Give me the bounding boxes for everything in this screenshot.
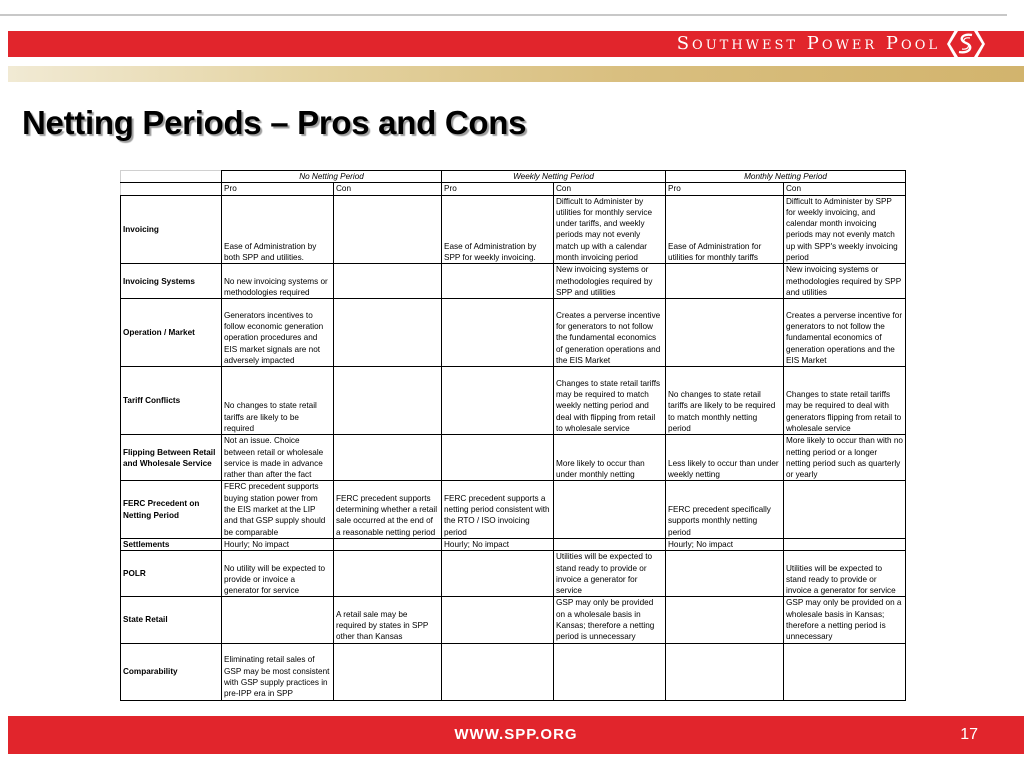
table-cell — [784, 643, 906, 700]
table-cell: No utility will be expected to provide or invoice a generator for service — [222, 551, 334, 597]
table-cell — [554, 481, 666, 538]
table-row — [121, 481, 906, 538]
table-cell: Creates a perverse incentive for generators to not follow the fundamental economics of generation operations and the EIS Market — [784, 299, 906, 367]
table-cell: No new invoicing systems or methodologies required — [222, 264, 334, 299]
pros-cons-table-container — [120, 170, 905, 701]
table-cell: Hourly; No impact — [666, 538, 784, 550]
row-label: POLR — [121, 551, 222, 597]
table-row — [121, 597, 906, 643]
table-cell — [334, 435, 442, 481]
table-cell — [334, 538, 442, 550]
table-cell: Hourly; No impact — [442, 538, 554, 550]
table-cell: Changes to state retail tariffs may be required to match weekly netting period and deal with flipping from retail to wholesale service — [554, 367, 666, 435]
table-cell: Ease of Administration by SPP for weekly invoicing. — [442, 195, 554, 264]
table-cell: No changes to state retail tariffs are likely to be required — [222, 367, 334, 435]
pros-cons-table — [120, 170, 906, 701]
table-cell: New invoicing systems or methodologies required by SPP and utilities — [784, 264, 906, 299]
row-label: Invoicing Systems — [121, 264, 222, 299]
table-cell: Ease of Administration for utilities for monthly tariffs — [666, 195, 784, 264]
table-cell — [442, 551, 554, 597]
row-label: Comparability — [121, 643, 222, 700]
table-cell: Less likely to occur than under weekly netting — [666, 435, 784, 481]
table-cell: Hourly; No impact — [222, 538, 334, 550]
footer-url: WWW.SPP.ORG — [454, 726, 578, 743]
footer-band — [8, 716, 1024, 754]
pro-con-header: Pro — [222, 183, 334, 195]
table-cell: New invoicing systems or methodologies required by SPP and utilities — [554, 264, 666, 299]
row-label: Settlements — [121, 538, 222, 550]
table-cell — [334, 195, 442, 264]
row-label: Invoicing — [121, 195, 222, 264]
period-header: No Netting Period — [222, 171, 442, 183]
pro-con-header: Con — [784, 183, 906, 195]
table-row — [121, 551, 906, 597]
table-cell — [442, 299, 554, 367]
table-cell: Utilities will be expected to stand ready to provide or invoice a generator for service — [784, 551, 906, 597]
table-row — [121, 538, 906, 550]
table-cell — [666, 597, 784, 643]
table-cell: Eliminating retail sales of GSP may be most consistent with GSP supply practices in pre-IPP era in SPP — [222, 643, 334, 700]
table-cell: Difficult to Administer by SPP for weekly invoicing, and calendar month invoicing periods may not evenly match up with SPP's weekly invoicing period — [784, 195, 906, 264]
table-row — [121, 195, 906, 264]
table-cell: FERC precedent supports determining whether a retail sale occurred at the end of a reasonable netting period — [334, 481, 442, 538]
table-cell: GSP may only be provided on a wholesale basis in Kansas; therefore a netting period is unnecessary — [554, 597, 666, 643]
table-cell: FERC precedent supports a netting period consistent with the RTO / ISO invoicing period — [442, 481, 554, 538]
table-cell — [666, 264, 784, 299]
table-cell: Ease of Administration by both SPP and utilities. — [222, 195, 334, 264]
table-cell — [334, 643, 442, 700]
table-row — [121, 299, 906, 367]
pro-con-header: Pro — [666, 183, 784, 195]
top-rule — [0, 14, 1007, 16]
brand-name: Southwest Power Pool — [676, 33, 940, 54]
table-row — [121, 643, 906, 700]
table-cell: Changes to state retail tariffs may be required to deal with generators flipping from retail to wholesale service — [784, 367, 906, 435]
table-cell: A retail sale may be required by states in SPP other than Kansas — [334, 597, 442, 643]
table-cell — [222, 597, 334, 643]
table-cell — [442, 367, 554, 435]
table-cell — [784, 481, 906, 538]
pro-con-header: Con — [554, 183, 666, 195]
pro-con-header: Pro — [442, 183, 554, 195]
table-cell: More likely to occur than under monthly netting — [554, 435, 666, 481]
period-header: Monthly Netting Period — [666, 171, 906, 183]
table-cell — [784, 538, 906, 550]
table-cell — [666, 643, 784, 700]
period-header-row — [121, 171, 906, 183]
row-label: FERC Precedent on Netting Period — [121, 481, 222, 538]
spp-logo-icon — [946, 27, 986, 61]
table-cell — [442, 435, 554, 481]
table-cell — [442, 597, 554, 643]
table-cell: Generators incentives to follow economic generation operation procedures and EIS market signals are not adversely impacted — [222, 299, 334, 367]
period-header: Weekly Netting Period — [442, 171, 666, 183]
table-row — [121, 367, 906, 435]
table-cell — [334, 264, 442, 299]
table-cell: More likely to occur than with no netting period or a longer netting period such as quarterly or yearly — [784, 435, 906, 481]
table-cell: FERC precedent supports buying station power from the EIS market at the LIP and that GSP supply should be comparable — [222, 481, 334, 538]
row-label: Tariff Conflicts — [121, 367, 222, 435]
corner-cell — [121, 183, 222, 195]
table-cell: FERC precedent specifically supports monthly netting period — [666, 481, 784, 538]
table-cell: Not an issue. Choice between retail or wholesale service is made in advance rather than after the fact — [222, 435, 334, 481]
page-number: 17 — [960, 726, 978, 743]
table-cell — [554, 643, 666, 700]
table-cell — [666, 299, 784, 367]
pro-con-header: Con — [334, 183, 442, 195]
row-label: State Retail — [121, 597, 222, 643]
pro-con-header-row — [121, 183, 906, 195]
row-label: Operation / Market — [121, 299, 222, 367]
table-cell: Utilities will be expected to stand ready to provide or invoice a generator for service — [554, 551, 666, 597]
table-cell: Creates a perverse incentive for generators to not follow the fundamental economics of generation operations and the EIS Market — [554, 299, 666, 367]
table-cell — [666, 551, 784, 597]
corner-cell — [121, 171, 222, 183]
table-cell: No changes to state retail tariffs are likely to be required to match monthly netting period — [666, 367, 784, 435]
table-cell — [442, 643, 554, 700]
table-cell — [334, 367, 442, 435]
slide-title: Netting Periods – Pros and Cons — [22, 104, 527, 141]
table-cell — [334, 299, 442, 367]
table-cell — [442, 264, 554, 299]
row-label: Flipping Between Retail and Wholesale Service — [121, 435, 222, 481]
table-row — [121, 435, 906, 481]
table-cell — [334, 551, 442, 597]
gold-accent-band — [8, 66, 1024, 82]
table-cell: Difficult to Administer by utilities for monthly service under tariffs, and weekly periods may not evenly match up with a calendar month invoicing period — [554, 195, 666, 264]
table-cell — [554, 538, 666, 550]
table-row — [121, 264, 906, 299]
table-cell: GSP may only be provided on a wholesale basis in Kansas; therefore a netting period is unnecessary — [784, 597, 906, 643]
